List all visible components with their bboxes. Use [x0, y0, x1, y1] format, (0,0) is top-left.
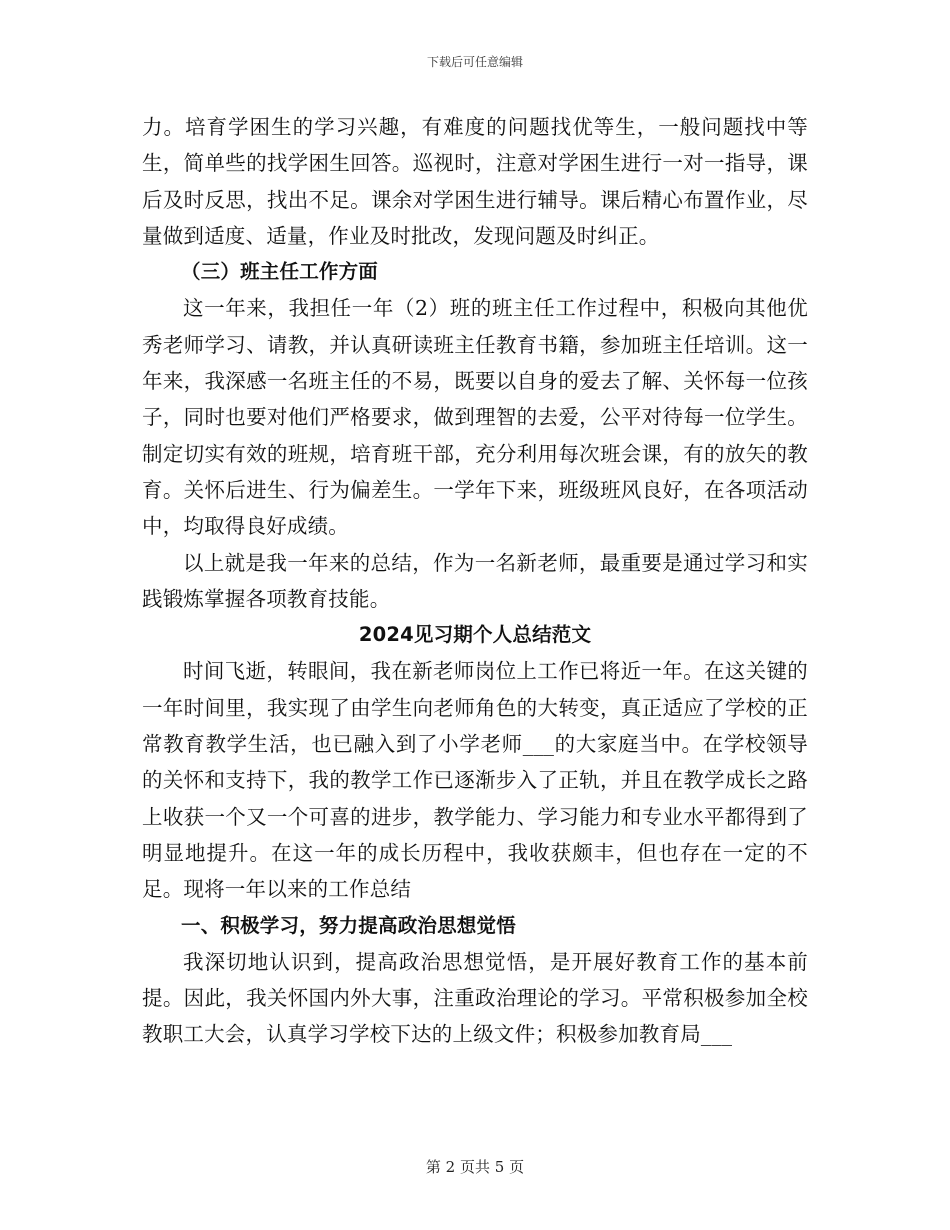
paragraph-intro: 时间飞逝，转眼间，我在新老师岗位上工作已将近一年。在这关键的一年时间里，我实现了由学生向老师角色的大转变，真正适应了学校的正常教育教学生活，也已融入到了小学老师___的大家庭当中。在学校领导的关怀和支持下，我的教学工作已逐渐步入了正轨，并且在教学成长之路上收获一个又一个可喜的进步，教学能力、学习能力和专业水平都得到了明显地提升。在这一年的成长历程中，我收获颇丰，但也存在一定的不足。现将一年以来的工作总结 — [142, 659, 808, 902]
page-header: 下载后可任意编辑 — [426, 55, 523, 69]
paragraph-conclusion: 以上就是我一年来的总结，作为一名新老师，最重要是通过学习和实践锻炼掌握各项教育技能。 — [142, 550, 808, 611]
section-heading-political-study: 一、积极学习，努力提高政治思想觉悟 — [181, 913, 516, 937]
paragraph-class-teacher: 这一年来，我担任一年（2）班的班主任工作过程中，积极向其他优秀老师学习、请教，并认真研读班主任教育书籍，参加班主任培训。这一年来，我深感一名班主任的不易，既要以自身的爱去了解、关怀每一位孩子，同时也要对他们严格要求，做到理智的去爱，公平对待每一位学生。制定切实有效的班规，培育班干部，充分利用每次班会课，有的放矢的教育。关怀后进生、行为偏差生。一学年下来，班级班风良好，在各项活动中，均取得良好成绩。 — [142, 296, 808, 539]
paragraph-political-study: 我深切地认识到，提高政治思想觉悟，是开展好教育工作的基本前提。因此，我关怀国内外大事，注重政治理论的学习。平常积极参加全校教职工大会，认真学习学校下达的上级文件；积极参加教育局___ — [142, 949, 808, 1047]
page-footer: 第 2 页共 5 页 — [425, 1158, 525, 1176]
paragraph-continuation: 力。培育学困生的学习兴趣，有难度的问题找优等生，一般问题找中等生，简单些的找学困生回答。巡视时，注意对学困生进行一对一指导，课后及时反思，找出不足。课余对学困生进行辅导。课后精心布置作业，尽量做到适度、适量，作业及时批改，发现问题及时纠正。 — [142, 115, 808, 248]
section-heading-class-teacher: （三）班主任工作方面 — [181, 260, 379, 284]
document-body — [142, 109, 808, 1053]
document-title: 2024见习期个人总结范文 — [358, 623, 592, 647]
